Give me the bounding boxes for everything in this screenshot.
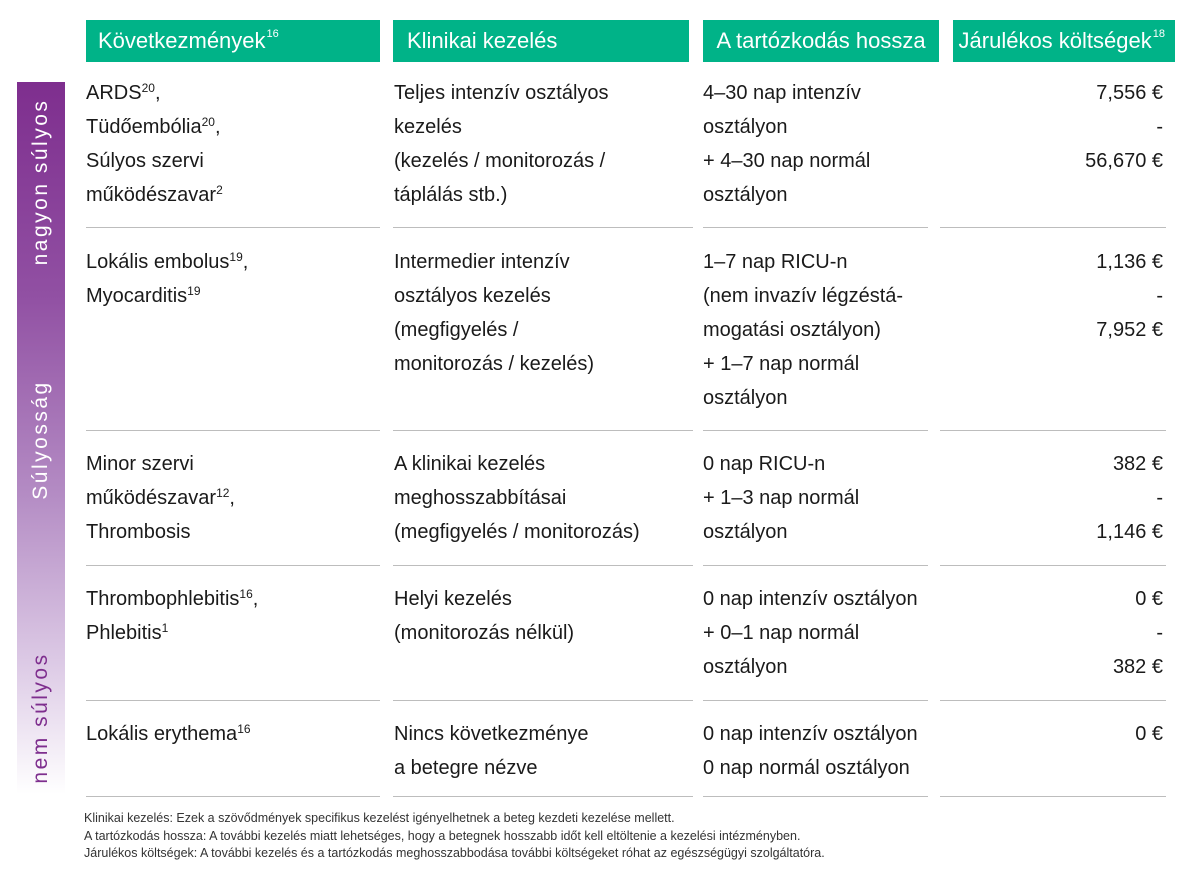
row-divider	[703, 430, 928, 431]
consequence-line	[86, 110, 223, 144]
treatment-line: a betegre nézve	[394, 757, 538, 779]
consequence-separator: ,	[214, 116, 221, 138]
consequence-separator: ,	[154, 82, 161, 104]
treatment-line: (monitorozás nélkül)	[394, 622, 575, 644]
stay-line: 4–30 nap intenzív	[703, 82, 861, 104]
row-divider	[393, 796, 693, 797]
cost-line: 56,670 €	[1085, 150, 1163, 172]
consequence-text: működészavar	[86, 487, 217, 509]
consequence-line	[86, 245, 248, 279]
header-consequences	[86, 20, 380, 62]
footnote-clinical-treatment: Klinikai kezelés: Ezek a szövődmények specifikus kezelést igényelhetnek a beteg kezdeti kezelése mellett.	[84, 811, 675, 825]
cost-line: 7,556 €	[1096, 82, 1163, 104]
stay-line: osztályon	[703, 116, 788, 138]
cost-cell	[1135, 717, 1163, 751]
stay-line: + 4–30 nap normál	[703, 150, 871, 172]
cost-cell	[1096, 245, 1163, 347]
reference-superscript: 16	[239, 587, 253, 601]
stay-cell	[703, 76, 870, 212]
treatment-line: Helyi kezelés	[394, 588, 512, 610]
consequence-separator: ,	[229, 487, 235, 509]
consequence-line	[86, 279, 248, 313]
consequence-line	[86, 178, 223, 212]
header-additional-costs-label: Járulékos költségek	[958, 28, 1152, 53]
treatment-line: kezelés	[394, 116, 462, 138]
consequence-line	[86, 582, 258, 616]
severity-axis-label: Súlyosság	[29, 380, 52, 500]
consequence-line	[86, 515, 235, 549]
row-divider	[86, 565, 380, 566]
row-divider	[940, 430, 1166, 431]
treatment-line: Intermedier intenzív	[394, 251, 570, 273]
stay-line: + 1–3 nap normál	[703, 487, 860, 509]
stay-line: 0 nap normál osztályon	[703, 757, 910, 779]
treatment-line: (kezelés / monitorozás /	[394, 150, 606, 172]
row-divider	[940, 227, 1166, 228]
stay-line: osztályon	[703, 521, 788, 543]
consequence-line	[86, 76, 223, 110]
cost-line: 382 €	[1112, 656, 1163, 678]
row-divider	[86, 430, 380, 431]
treatment-line: osztályos kezelés	[394, 285, 551, 307]
treatment-line: (megfigyelés / monitorozás)	[394, 521, 640, 543]
header-length-of-stay-label: A tartózkodás hossza	[716, 28, 926, 53]
row-divider	[393, 700, 693, 701]
cost-cell	[1113, 582, 1163, 684]
consequence-cell	[86, 76, 223, 212]
header-clinical-treatment-label: Klinikai kezelés	[407, 28, 558, 53]
row-divider	[703, 796, 928, 797]
consequence-cell	[86, 245, 248, 313]
stay-line: 1–7 nap RICU-n	[703, 251, 848, 273]
reference-superscript: 16	[237, 722, 251, 736]
consequence-line	[86, 481, 235, 515]
cost-line: 382 €	[1112, 453, 1163, 475]
stay-line: osztályon	[703, 184, 788, 206]
cost-line: 7,952 €	[1096, 319, 1163, 341]
reference-superscript: 2	[216, 183, 223, 197]
header-consequences-label: Következmények	[98, 28, 266, 53]
reference-superscript: 20	[141, 81, 155, 95]
cost-line: 1,136 €	[1096, 251, 1163, 273]
row-divider	[703, 700, 928, 701]
stay-line: (nem invazív légzéstá-	[703, 285, 904, 307]
consequence-text: Súlyos szervi	[86, 150, 204, 172]
stay-line: + 1–7 nap normál	[703, 353, 860, 375]
consequence-line	[86, 447, 235, 481]
consequence-cell	[86, 582, 258, 650]
treatment-line: (megfigyelés /	[394, 319, 519, 341]
cost-line: 0 €	[1135, 723, 1163, 745]
consequence-cell	[86, 717, 251, 751]
stay-cell	[703, 447, 859, 549]
treatment-cell	[394, 76, 609, 212]
consequence-separator: ,	[242, 251, 249, 273]
header-additional-costs-ref: 18	[1152, 28, 1165, 40]
treatment-line: táplálás stb.)	[394, 184, 508, 206]
header-additional-costs	[953, 20, 1175, 62]
stay-line: osztályon	[703, 656, 788, 678]
row-divider	[940, 565, 1166, 566]
severity-label-not-severe: nem súlyos	[29, 652, 52, 784]
reference-superscript: 12	[216, 486, 230, 500]
consequence-text: Thrombophlebitis	[86, 588, 240, 610]
row-divider	[393, 430, 693, 431]
reference-superscript: 19	[187, 284, 201, 298]
consequence-text: Myocarditis	[86, 285, 188, 307]
row-divider	[86, 227, 380, 228]
treatment-cell	[394, 582, 574, 650]
cost-line: 1,146 €	[1096, 521, 1163, 543]
row-divider	[940, 700, 1166, 701]
cost-line: -	[1156, 487, 1163, 509]
row-divider	[86, 700, 380, 701]
consequence-text: Minor szervi	[86, 453, 194, 475]
consequence-text: Lokális erythema	[86, 723, 238, 745]
treatment-line: meghosszabbításai	[394, 487, 567, 509]
consequence-text: működészavar	[86, 184, 217, 206]
footnote-additional-costs: Járulékos költségek: A további kezelés és a tartózkodás meghosszabbodása további költségeket róhat az egészségügyi szolgáltatóra.	[84, 846, 825, 860]
stay-line: 0 nap intenzív osztályon	[703, 723, 918, 745]
stay-line: + 0–1 nap normál	[703, 622, 860, 644]
consequence-separator: ,	[252, 588, 259, 610]
consequence-text: Phlebitis	[86, 622, 162, 644]
footnotes	[84, 810, 825, 863]
header-length-of-stay	[703, 20, 939, 62]
stay-line: osztályon	[703, 387, 788, 409]
reference-superscript: 20	[201, 115, 215, 129]
severity-label-very-severe: nagyon súlyos	[29, 98, 52, 266]
row-divider	[393, 565, 693, 566]
treatment-cell	[394, 245, 594, 381]
treatment-line: Teljes intenzív osztályos	[394, 82, 609, 104]
row-divider	[86, 796, 380, 797]
consequence-cell	[86, 447, 235, 549]
header-consequences-ref: 16	[266, 28, 279, 40]
cost-line: -	[1156, 622, 1163, 644]
stay-cell	[703, 582, 918, 684]
row-divider	[703, 565, 928, 566]
reference-superscript: 1	[161, 621, 169, 635]
stay-line: 0 nap intenzív osztályon	[703, 588, 918, 610]
cost-line: -	[1156, 116, 1163, 138]
reference-superscript: 19	[229, 250, 243, 264]
stay-cell	[703, 717, 918, 785]
row-divider	[940, 796, 1166, 797]
treatment-line: Nincs következménye	[394, 723, 589, 745]
header-clinical-treatment	[393, 20, 689, 62]
cost-cell	[1085, 76, 1163, 178]
consequence-line	[86, 144, 223, 178]
consequence-text: ARDS	[86, 82, 142, 104]
row-divider	[393, 227, 693, 228]
consequence-line	[86, 717, 251, 751]
treatment-line: monitorozás / kezelés)	[394, 353, 595, 375]
cost-cell	[1096, 447, 1163, 549]
consequence-line	[86, 616, 258, 650]
consequence-text: Thrombosis	[86, 521, 191, 543]
cost-line: -	[1156, 285, 1163, 307]
consequence-text: Lokális embolus	[86, 251, 230, 273]
row-divider	[703, 227, 928, 228]
treatment-cell	[394, 717, 589, 785]
treatment-line: A klinikai kezelés	[394, 453, 546, 475]
consequence-text: Tüdőembólia	[86, 116, 202, 138]
treatment-cell	[394, 447, 640, 549]
stay-cell	[703, 245, 903, 415]
stay-line: mogatási osztályon)	[703, 319, 881, 341]
footnote-length-of-stay: A tartózkodás hossza: A további kezelés miatt lehetséges, hogy a betegnek hosszabb időt kell eltöltenie a kezelési intézményben.	[84, 828, 801, 843]
cost-line: 0 €	[1135, 588, 1163, 610]
stay-line: 0 nap RICU-n	[703, 453, 826, 475]
